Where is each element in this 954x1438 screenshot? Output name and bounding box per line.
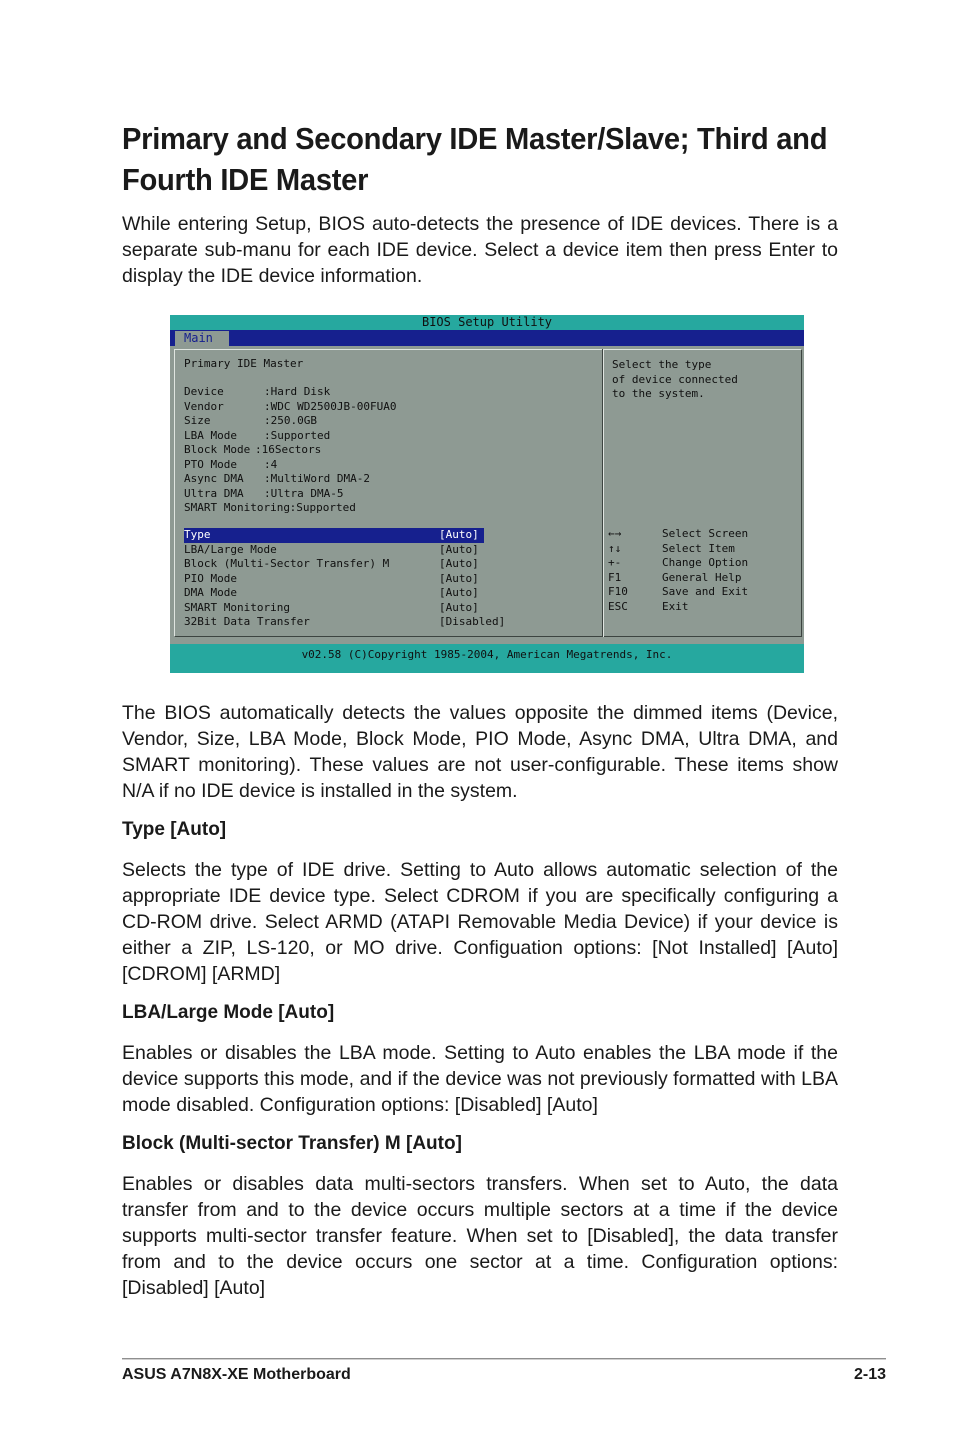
bios-setting-value[interactable]: [Disabled] [439, 615, 506, 628]
bios-key: F1 [608, 570, 622, 584]
bios-info-value: :WDC WD2500JB-00FUA0 [264, 399, 397, 413]
bios-divider [602, 349, 604, 637]
bios-setting-label[interactable]: Block (Multi-Sector Transfer) M [184, 557, 390, 570]
bios-setting-value[interactable]: [Auto] [439, 571, 479, 585]
detection-paragraph: The BIOS automatically detects the values opposite the dimmed items (Device, Vendor, Size, LBA Mode, Block Mode, PIO Mode, Async DMA, Ultra DMA, and SMART monitoring). These values are not user-configurable. These items show N/A if no IDE device is installed in the system. [122, 702, 838, 802]
section-heading-block: Block (Multi-sector Transfer) M [Auto] [122, 1133, 462, 1154]
bios-key: ESC [608, 599, 628, 613]
footer-product-name: ASUS A7N8X-XE Motherboard [122, 1366, 351, 1383]
bios-info-label: Block Mode [184, 443, 251, 456]
bios-key-action: Select Item [662, 541, 735, 555]
bios-info-value: :Supported [264, 428, 331, 442]
bios-setting-value[interactable]: [Auto] [439, 528, 479, 541]
bios-info-value: :MultiWord DMA-2 [264, 472, 370, 485]
bios-setting-value[interactable]: [Auto] [439, 586, 479, 599]
bios-key: ←→ [608, 527, 622, 540]
bios-title-bar: BIOS Setup Utility [170, 315, 804, 330]
bios-help-line: to the system. [612, 387, 705, 400]
bios-info-label: Vendor [184, 399, 224, 413]
bios-panel-title: Primary IDE Master [184, 357, 304, 370]
bios-info-value: :16Sectors [255, 443, 322, 456]
bios-info-label: SMART Monitoring [184, 501, 290, 514]
bios-setting-value[interactable]: [Auto] [439, 557, 479, 570]
bios-setting-label[interactable]: SMART Monitoring [184, 600, 290, 614]
bios-key-action: General Help [662, 570, 742, 584]
bios-key-action: Change Option [662, 556, 749, 569]
bios-setting-value[interactable]: [Auto] [439, 600, 479, 614]
bios-info-label: Async DMA [184, 472, 244, 485]
bios-key-action: Save and Exit [662, 585, 749, 598]
bios-info-value: :Hard Disk [264, 385, 331, 398]
intro-paragraph: While entering Setup, BIOS auto-detects the presence of IDE devices. There is a separate sub-manu for each IDE device. Select a device item then press Enter to display the IDE device information. [122, 213, 838, 287]
bios-info-label: Device [184, 385, 224, 398]
bios-help-line: of device connected [612, 372, 738, 386]
bios-key: F10 [608, 585, 628, 598]
bios-info-label: LBA Mode [184, 428, 237, 442]
section-body-block: Enables or disables data multi-sectors transfers. When set to Auto, the data transfer from and to the device occurs multiple sectors at a time if the device supports multi-sector transfer feature. When set to [Disabled], the data transfer from and to the device occurs one sector at a time. Configuration options: [Disabled] [Auto] [122, 1173, 838, 1299]
bios-info-value: :Ultra DMA-5 [264, 486, 344, 500]
bios-info-label: Ultra DMA [184, 486, 244, 500]
bios-setting-label[interactable]: Type [184, 528, 484, 543]
section-heading-type: Type [Auto] [122, 819, 227, 840]
bios-info-label: Size [184, 414, 211, 427]
bios-info-value: :250.0GB [264, 414, 317, 427]
bios-key: ↑↓ [608, 541, 622, 555]
bios-help-line: Select the type [612, 358, 712, 371]
footer-rule [122, 1358, 886, 1360]
bios-info-value: :4 [264, 457, 278, 471]
footer-page-number: 2-13 [853, 1366, 886, 1383]
page-title: Primary and Secondary IDE Master/Slave; Third and Fourth IDE Master [122, 121, 828, 197]
bios-key-action: Exit [662, 599, 689, 613]
section-body-lba: Enables or disables the LBA mode. Setting to Auto enables the LBA mode if the device supports this mode, and if the device was not previously formatted with LBA mode disabled. Configuration options: [Disabled] [Auto] [122, 1042, 838, 1116]
bios-tab-main[interactable]: Main [175, 331, 229, 346]
bios-setting-label[interactable]: 32Bit Data Transfer [184, 615, 310, 628]
bios-setting-label[interactable]: LBA/Large Mode [184, 542, 277, 556]
bios-key: +- [608, 556, 622, 569]
bios-screenshot [170, 315, 804, 673]
section-heading-lba: LBA/Large Mode [Auto] [122, 1002, 335, 1023]
bios-key-action: Select Screen [662, 527, 749, 540]
bios-setting-value[interactable]: [Auto] [439, 542, 479, 556]
bios-menu-bar [170, 330, 804, 346]
bios-setting-label[interactable]: PIO Mode [184, 571, 237, 585]
bios-info-label: PTO Mode [184, 457, 237, 471]
bios-setting-label[interactable]: DMA Mode [184, 586, 237, 599]
section-body-type: Selects the type of IDE drive. Setting to Auto allows automatic selection of the appropriate IDE device type. Select CDROM if you are specifically configuring a CD-ROM drive. Select ARMD (ATAPI Removable Media Device) if your device is either a ZIP, LS-120, or MO drive. Configuation options: [Not Installed] [Auto] [CDROM] [ARMD] [122, 859, 838, 985]
bios-copyright: v02.58 (C)Copyright 1985-2004, American Megatrends, Inc. [170, 644, 804, 673]
bios-info-value: :Supported [289, 501, 356, 514]
